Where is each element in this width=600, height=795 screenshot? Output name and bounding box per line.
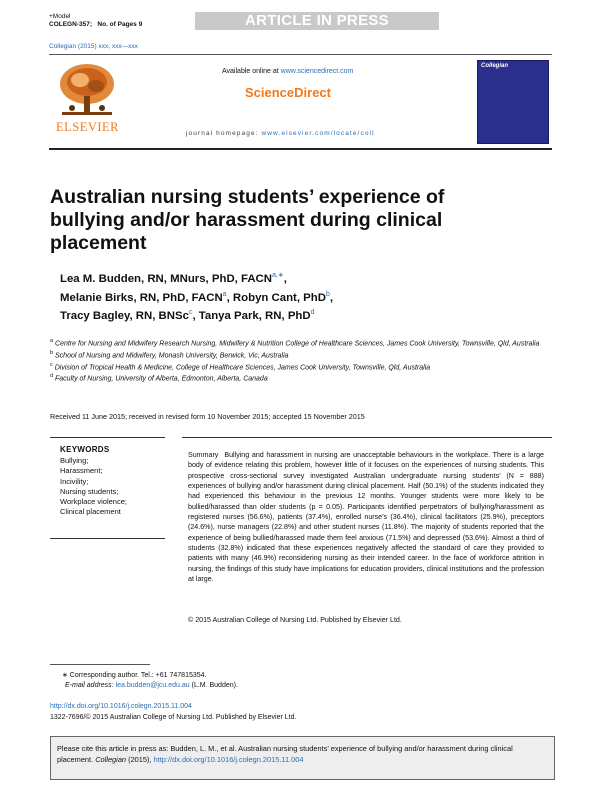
affiliations: [50, 337, 540, 384]
journal-reference: Collegian (2015) xxx, xxx—xxx: [49, 43, 138, 50]
affiliation: $^b$ School of Nursing and Midwifery, Monash University, Berwick, Vic, Australia: [50, 349, 289, 360]
keywords-heading: KEYWORDS: [60, 445, 110, 454]
abstract-summary: [188, 450, 544, 584]
keywords-list: [60, 456, 127, 518]
keyword: Clinical placement: [60, 507, 121, 517]
keyword: Workplace violence;: [60, 497, 127, 507]
keyword: Harassment;: [60, 466, 103, 476]
cite-doi-link[interactable]: http://dx.doi.org/10.1016/j.colegn.2015.11.004: [153, 755, 304, 764]
journal-cover-image: [477, 60, 549, 144]
email-suffix: (L.M. Budden).: [191, 682, 238, 689]
footnote-rule: [50, 664, 150, 665]
article-dates: Received 11 June 2015; received in revised form 10 November 2015; accepted 15 November 2015: [50, 412, 365, 421]
elsevier-tree-logo-icon: [52, 60, 122, 120]
article-code: COLEGN-357;: [49, 21, 92, 28]
sciencedirect-brand: ScienceDirect: [245, 85, 331, 100]
header-divider: [49, 148, 552, 150]
keyword: Bullying;: [60, 456, 89, 465]
cite-prefix: Please cite this article in press as: Budden, L. M., et al. Australian nursing students’ experience of bullying and/or harassment during clinical placement.: [57, 744, 513, 764]
header-meta: [49, 13, 142, 29]
sciencedirect-link[interactable]: www.sciencedirect.com: [280, 68, 354, 75]
keyword: Nursing students;: [60, 486, 119, 496]
keyword: Incivility;: [60, 476, 89, 486]
model-label: +Model: [49, 13, 71, 20]
keywords-rule-bottom: [50, 538, 165, 539]
journal-homepage-link[interactable]: www.elsevier.com/locate/coll: [261, 130, 375, 137]
affiliation: $^d$ Faculty of Nursing, University of Alberta, Edmonton, Alberta, Canada: [50, 373, 268, 383]
summary-label: Summary: [188, 451, 219, 459]
author: Melanie Birks, RN, PhD, FACN$^a$,: [60, 290, 230, 304]
page-count: No. of Pages 9: [97, 21, 143, 28]
author: Tanya Park, RN, PhD$^d$: [198, 309, 315, 323]
issn-copyright: 1322-7696/© 2015 Australian College of Nursing Ltd. Published by Elsevier Ltd.: [50, 714, 297, 721]
abstract-copyright: © 2015 Australian College of Nursing Ltd. Published by Elsevier Ltd.: [188, 616, 402, 624]
summary-rule: [182, 437, 552, 438]
header-rule: [49, 54, 552, 55]
affiliation: $^c$ Division of Tropical Health & Medicine, College of Healthcare Sciences, James Cook University, Townsville, Qld, Australia: [50, 361, 431, 371]
article-in-press-banner: ARTICLE IN PRESS: [195, 12, 439, 30]
article-title: Australian nursing students’ experience of bullying and/or harassment during clinical placement: [50, 186, 445, 254]
author: Lea M. Budden, RN, MNurs, PhD, $FACN^{a,∗}$,: [60, 272, 287, 285]
doi-link[interactable]: http://dx.doi.org/10.1016/j.colegn.2015.11.004: [50, 703, 192, 710]
author: Robyn Cant, PhD$^b$,: [232, 290, 334, 304]
cite-text: [57, 743, 547, 765]
available-online: [222, 68, 353, 75]
cite-year: (2015),: [128, 755, 152, 764]
journal-homepage-prefix: journal homepage:: [186, 130, 259, 137]
corresponding-author: ∗ Corresponding author. Tel.: +61 747815354.: [62, 672, 207, 679]
elsevier-wordmark: ELSEVIER: [55, 120, 120, 134]
summary-text: Bullying and harassment in nursing are unacceptable behaviours in the workplace. There is a large body of evidence relating this problem, however little of it focuses on the experiences of nursing students. This prospective cross-sectional survey investigated Australian undergraduate nursing students’ (N = 888) experiences of bullying and/or harassment during clinical placement. Half (50.1%) of the students indicated they had experienced this behaviour in the previous 12 months. Younger students were more likely to be bullied/harassed than older students (p = 0.05). Participants identified perpetrators of bullying/harassment as registered nurses (56.6%), patients (37.4%), enrolled nurse’s (36.4%), clinical facilitators (25.9%), preceptors (24.6%), nurse managers (22.8%) and other student nurses (11.8%). The majority of students reported that the experience of being bullied/harassed made them feel anxious (71.5%) and depressed (53.6%). Almost a third of students (32.8%) indicated that these experiences negatively affected the standard of care they provided to patients with many (46.9%) reconsidering nursing as their intended career. In the face of workforce attrition in nursing, the findings of this study have implications for education providers, clinical institutions and the profession at large.: [188, 451, 544, 584]
email-footnote: [65, 682, 238, 689]
cite-journal: Collegian: [95, 755, 127, 764]
email-label: E-mail address:: [65, 682, 114, 689]
keywords-rule: [50, 437, 165, 438]
email-link[interactable]: lea.budden@jcu.edu.au: [115, 682, 190, 689]
affiliation: $^a$ Centre for Nursing and Midwifery Research Nursing, Midwifery & Nutrition College of Healthcare Sciences, James Cook University, Townsville, Qld, Australia: [50, 338, 540, 348]
author-list: [60, 268, 540, 324]
available-prefix: Available online at: [222, 68, 279, 75]
author: Tracy Bagley, RN, BNSc$^c$,: [60, 309, 196, 323]
journal-homepage: [186, 130, 375, 137]
journal-cover-title: Collegian: [481, 63, 509, 69]
